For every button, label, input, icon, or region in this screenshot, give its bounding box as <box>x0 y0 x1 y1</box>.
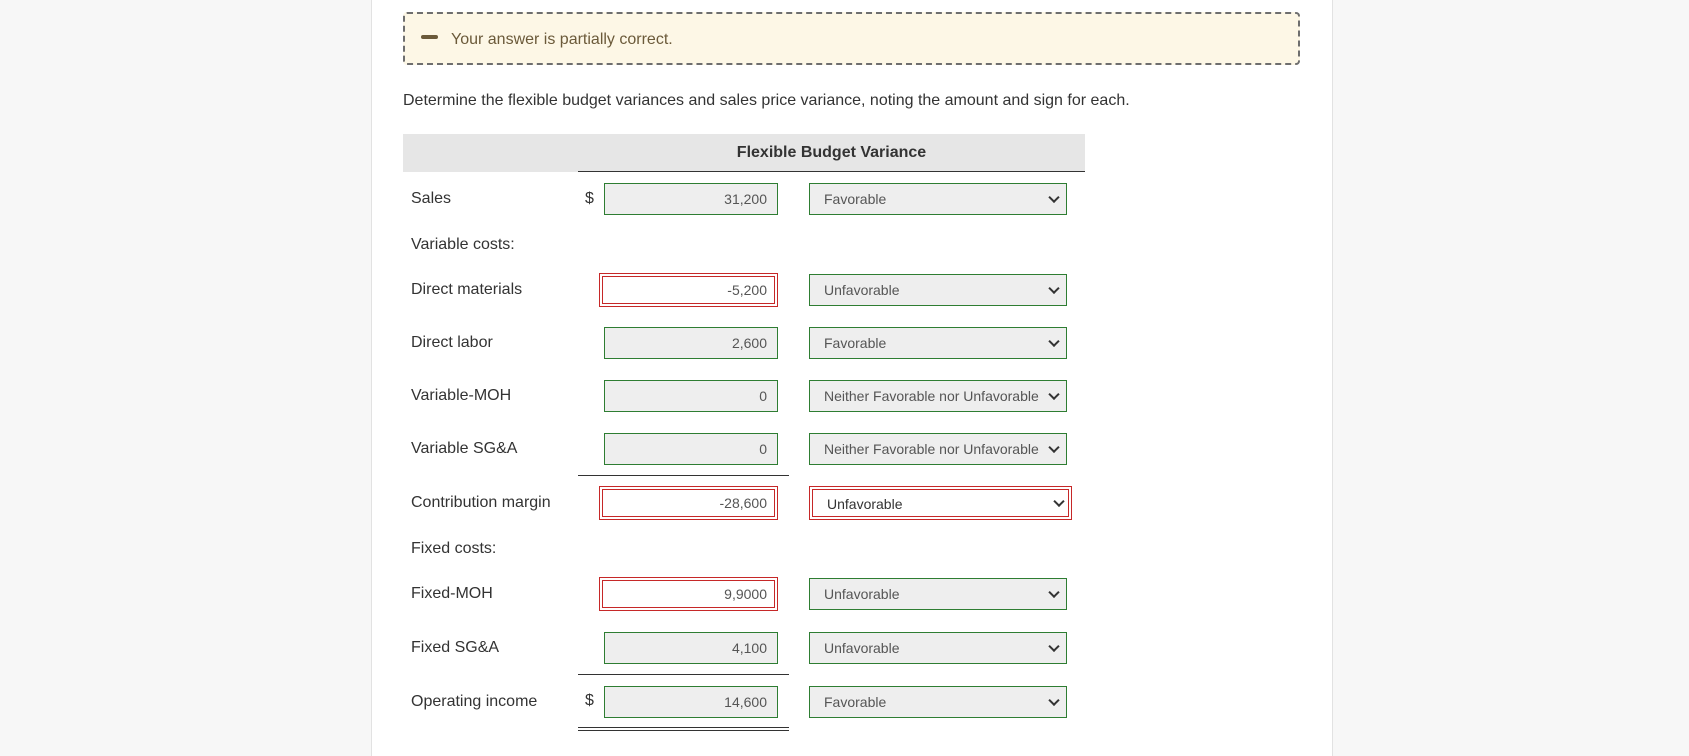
direct-materials-amount-input[interactable]: -5,200 <box>599 273 778 307</box>
total-double-rule <box>578 727 789 731</box>
chevron-down-icon <box>1048 389 1059 400</box>
header-divider <box>578 171 1085 172</box>
select-value: Unfavorable <box>827 496 903 512</box>
chevron-down-icon <box>1048 192 1059 203</box>
row-label-variable-moh: Variable-MOH <box>411 387 512 404</box>
alert-message: Your answer is partially correct. <box>451 31 673 48</box>
row-label-fixed-sga: Fixed SG&A <box>411 639 500 656</box>
row-label-direct-labor: Direct labor <box>411 334 493 351</box>
operating-income-variance-select[interactable] <box>809 686 1067 718</box>
fixed-moh-variance-select[interactable] <box>809 578 1067 610</box>
contribution-margin-variance-select[interactable] <box>809 486 1072 520</box>
sales-amount-input[interactable]: 31,200 <box>604 183 778 215</box>
variable-sga-variance-select[interactable] <box>809 433 1067 465</box>
select-value: Neither Favorable nor Unfavorable <box>824 388 1039 404</box>
dollar-sign: $ <box>585 190 594 207</box>
direct-labor-amount-input[interactable]: 2,600 <box>604 327 778 359</box>
direct-materials-variance-select[interactable] <box>809 274 1067 306</box>
column-header-flexible-budget-variance: Flexible Budget Variance <box>736 144 927 161</box>
variable-sga-amount-input[interactable]: 0 <box>604 433 778 465</box>
dollar-sign: $ <box>585 692 594 709</box>
row-label-fixed-moh: Fixed-MOH <box>411 585 493 602</box>
contribution-margin-amount-input[interactable]: -28,600 <box>599 486 778 520</box>
chevron-down-icon <box>1048 442 1059 453</box>
row-label-fixed-costs: Fixed costs: <box>411 540 497 557</box>
question-panel <box>371 0 1333 756</box>
chevron-down-icon <box>1048 695 1059 706</box>
sales-variance-select[interactable] <box>809 183 1067 215</box>
fixed-moh-amount-input[interactable]: 9,9000 <box>599 577 778 611</box>
select-value: Favorable <box>824 191 887 207</box>
row-label-variable-sga: Variable SG&A <box>411 440 518 457</box>
select-value: Favorable <box>824 694 887 710</box>
row-label-sales: Sales <box>411 190 452 207</box>
subtotal-rule <box>578 475 789 476</box>
row-label-contribution-margin: Contribution margin <box>411 494 551 511</box>
partial-correct-alert <box>403 12 1300 65</box>
row-label-direct-materials: Direct materials <box>411 281 523 298</box>
fixed-sga-variance-select[interactable] <box>809 632 1067 664</box>
row-label-operating-income: Operating income <box>411 693 538 710</box>
select-value: Neither Favorable nor Unfavorable <box>824 441 1039 457</box>
chevron-down-icon <box>1048 641 1059 652</box>
question-instruction: Determine the flexible budget variances and sales price variance, noting the amount and sign for each. <box>403 92 1130 109</box>
direct-labor-variance-select[interactable] <box>809 327 1067 359</box>
subtotal-rule <box>578 674 789 675</box>
select-value: Unfavorable <box>824 282 900 298</box>
minus-icon <box>421 35 438 39</box>
variable-moh-variance-select[interactable] <box>809 380 1067 412</box>
operating-income-amount-input[interactable]: 14,600 <box>604 686 778 718</box>
row-label-variable-costs: Variable costs: <box>411 236 515 253</box>
select-value: Unfavorable <box>824 586 900 602</box>
chevron-down-icon <box>1048 336 1059 347</box>
chevron-down-icon <box>1048 283 1059 294</box>
variable-moh-amount-input[interactable]: 0 <box>604 380 778 412</box>
select-value: Unfavorable <box>824 640 900 656</box>
fixed-sga-amount-input[interactable]: 4,100 <box>604 632 778 664</box>
chevron-down-icon <box>1048 587 1059 598</box>
chevron-down-icon <box>1053 496 1064 507</box>
select-value: Favorable <box>824 335 887 351</box>
